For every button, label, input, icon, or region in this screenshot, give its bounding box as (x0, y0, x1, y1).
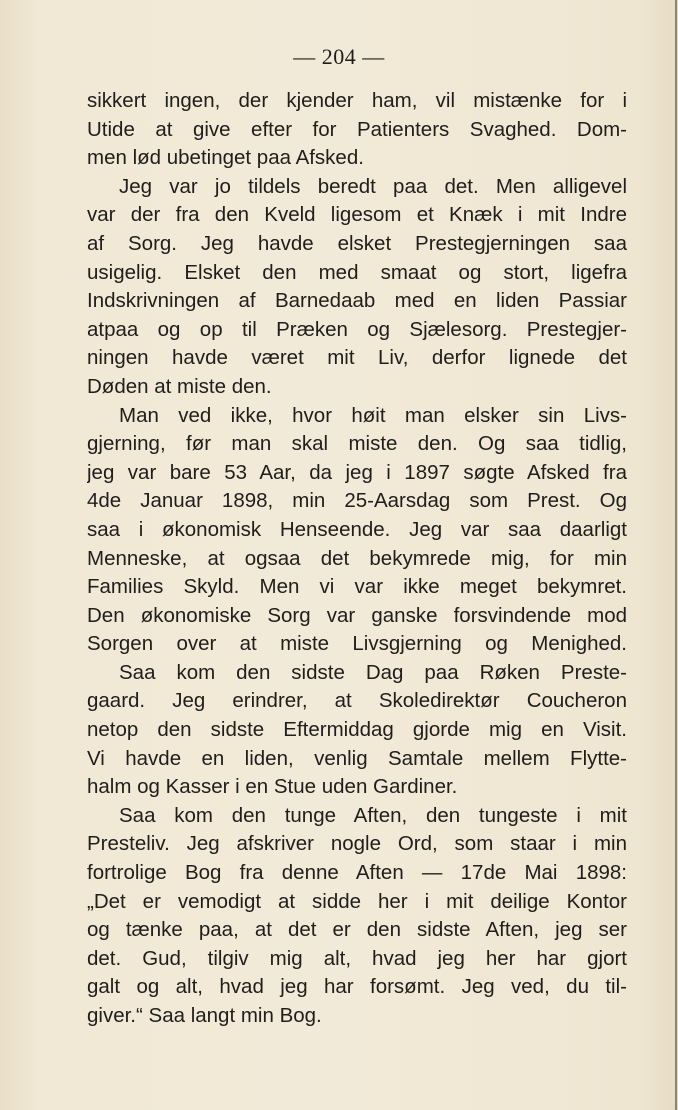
text-line: Menneske, at ogsaa det bekymrede mig, for min (87, 546, 627, 570)
text-line: Indskrivningen af Barnedaab med en liden Passiar (87, 289, 627, 313)
body-text (87, 87, 627, 1031)
text-line: fortrolige Bog fra denne Aften — 17de Mai 1898: (87, 861, 627, 885)
text-line: Utide at give efter for Patienters Svaghed. Dom- (87, 117, 627, 141)
text-line: af Sorg. Jeg havde elsket Prestegjerningen saa (87, 231, 627, 255)
text-line: 4de Januar 1898, min 25-Aarsdag som Prest. Og (87, 489, 627, 513)
text-line: Den økonomiske Sorg var ganske forsvindende mod (87, 603, 627, 627)
text-line: Jeg var jo tildels beredt paa det. Men alligevel (119, 174, 627, 198)
text-line: Sorgen over at miste Livsgjerning og Menighed. (87, 632, 627, 656)
text-line: usigelig. Elsket den med smaat og stort, ligefra (87, 260, 627, 284)
text-line: halm og Kasser i en Stue uden Gardiner. (87, 775, 458, 799)
text-line: det. Gud, tilgiv mig alt, hvad jeg her har gjort (87, 946, 627, 970)
text-line: ningen havde været mit Liv, derfor lignede det (87, 346, 627, 370)
text-line: Saa kom den tunge Aften, den tungeste i mit (119, 803, 627, 827)
text-line: saa i økonomisk Henseende. Jeg var saa daarligt (87, 517, 627, 541)
text-line: var der fra den Kveld ligesom et Knæk i mit Indre (87, 203, 627, 227)
page-edge (675, 0, 677, 1110)
text-line: gjerning, før man skal miste den. Og saa tidlig, (87, 432, 627, 456)
text-line: galt og alt, hvad jeg har forsømt. Jeg ved, du til- (87, 975, 627, 999)
text-line: gaard. Jeg erindrer, at Skoledirektør Coucheron (87, 689, 627, 713)
text-line: giver.“ Saa langt min Bog. (87, 1004, 322, 1027)
text-line: Man ved ikke, hvor høit man elsker sin Livs- (119, 403, 627, 427)
text-line: atpaa og op til Præken og Sjælesorg. Prestegjer- (87, 317, 627, 341)
text-line: Families Skyld. Men vi var ikke meget bekymret. (87, 575, 627, 599)
text-line: Døden at miste den. (87, 374, 272, 398)
text-line: netop den sidste Eftermiddag gjorde mig en Visit. (87, 718, 627, 742)
text-line: sikkert ingen, der kjender ham, vil mistænke for i (87, 89, 627, 112)
text-line: Vi havde en liden, venlig Samtale mellem Flytte- (87, 746, 627, 770)
text-line: og tænke paa, at det er den sidste Aften, jeg ser (87, 918, 627, 942)
text-line: „Det er vemodigt at sidde her i mit deilige Kontor (87, 889, 627, 913)
page-number: — 204 — (293, 44, 385, 69)
text-line: men lød ubetinget paa Afsked. (87, 146, 364, 170)
text-line: Presteliv. Jeg afskriver nogle Ord, som staar i min (87, 832, 627, 856)
text-line: Saa kom den sidste Dag paa Røken Preste- (119, 660, 627, 684)
text-line: jeg var bare 53 Aar, da jeg i 1897 søgte Afsked fra (87, 460, 627, 484)
